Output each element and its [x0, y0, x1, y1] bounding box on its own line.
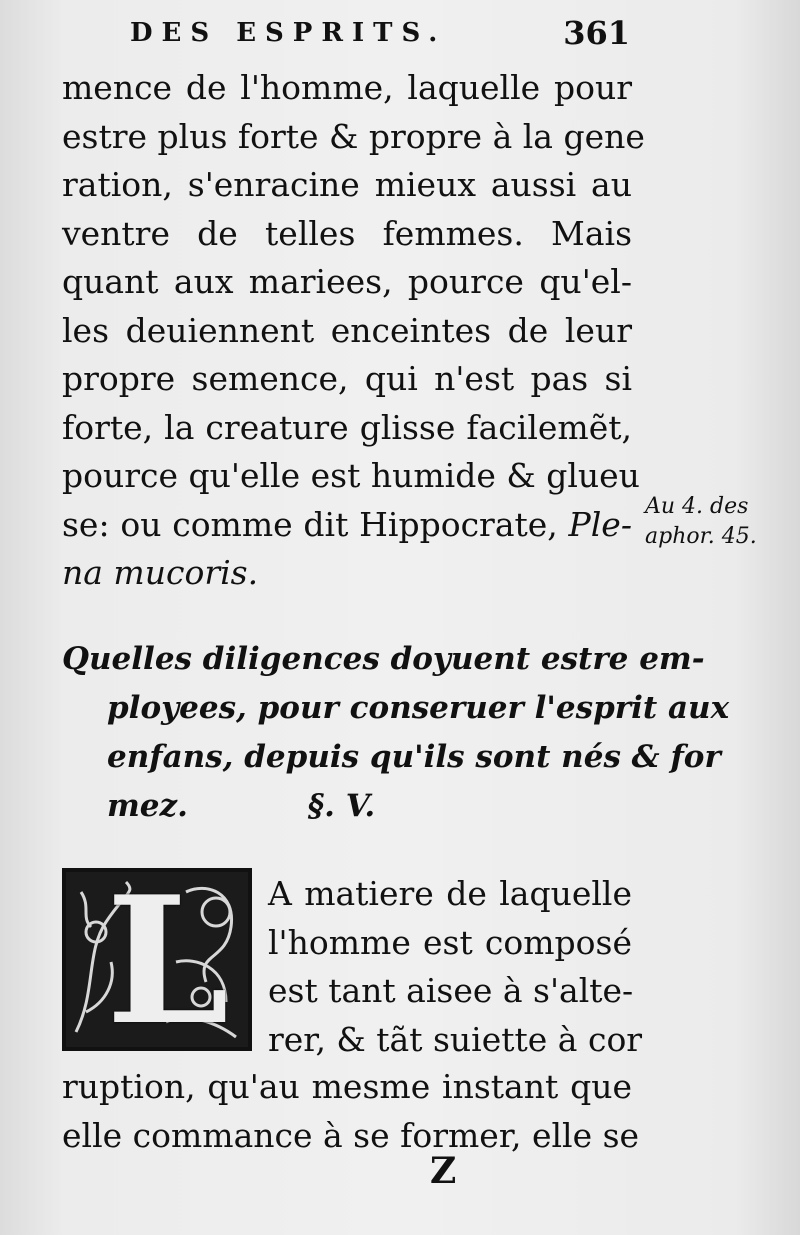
body-line-with-italic	[62, 501, 632, 550]
body-paragraph-with-initial	[268, 870, 643, 1064]
body-line: ration, s'enracine mieux aussi au	[62, 165, 632, 204]
body-line: A matiere de laquelle	[268, 874, 632, 913]
italic-citation: Ple-	[568, 504, 632, 544]
signature-mark: Z	[430, 1150, 457, 1192]
body-line: quant aux mariees, pource qu'el-	[62, 262, 632, 301]
page-number: 361	[563, 14, 630, 52]
body-line: forte, la creature glisse facilemẽt,	[62, 407, 632, 447]
margin-note	[645, 492, 795, 552]
heading-line: ployees, pour conseruer l'esprit aux	[107, 690, 730, 726]
decorated-initial	[62, 868, 252, 1051]
margin-note-line: aphor. 45.	[645, 524, 757, 549]
heading-line: Quelles diligences doyuent estre em-	[62, 641, 705, 677]
body-line: ruption, qu'au mesme instant que	[62, 1067, 632, 1106]
body-paragraph-continued	[62, 1063, 640, 1160]
body-line-text: se: ou comme dit Hippocrate,	[62, 504, 558, 544]
heading-line	[62, 782, 632, 831]
running-title: DES ESPRITS.	[130, 18, 447, 48]
body-line: elle commance à se former, elle se	[62, 1115, 640, 1155]
body-line: est tant aisee à s'alte-	[268, 971, 634, 1010]
margin-note-line: Au 4. des	[645, 494, 749, 519]
body-line: l'homme est composé	[268, 922, 632, 962]
body-line: les deuiennent enceintes de leur	[62, 310, 632, 350]
italic-citation: na mucoris.	[62, 553, 259, 592]
heading-line: enfans, depuis qu'ils sont nés & for	[107, 739, 721, 775]
drop-cap-letter: L	[106, 868, 230, 1051]
running-head	[130, 14, 630, 58]
body-paragraph	[62, 64, 645, 598]
section-heading	[62, 635, 730, 831]
body-line: mence de l'homme, laquelle pour	[62, 68, 632, 107]
body-line: estre plus forte & propre à la gene	[62, 116, 645, 156]
body-line: ventre de telles femmes. Mais	[62, 213, 632, 253]
section-mark: §. V.	[307, 788, 376, 824]
body-line: propre semence, qui n'est pas si	[62, 359, 632, 398]
body-line: rer, & tãt suiette à cor	[268, 1019, 643, 1059]
body-line: pource qu'elle est humide & glueu	[62, 456, 640, 495]
heading-last-word: mez.	[107, 788, 188, 824]
